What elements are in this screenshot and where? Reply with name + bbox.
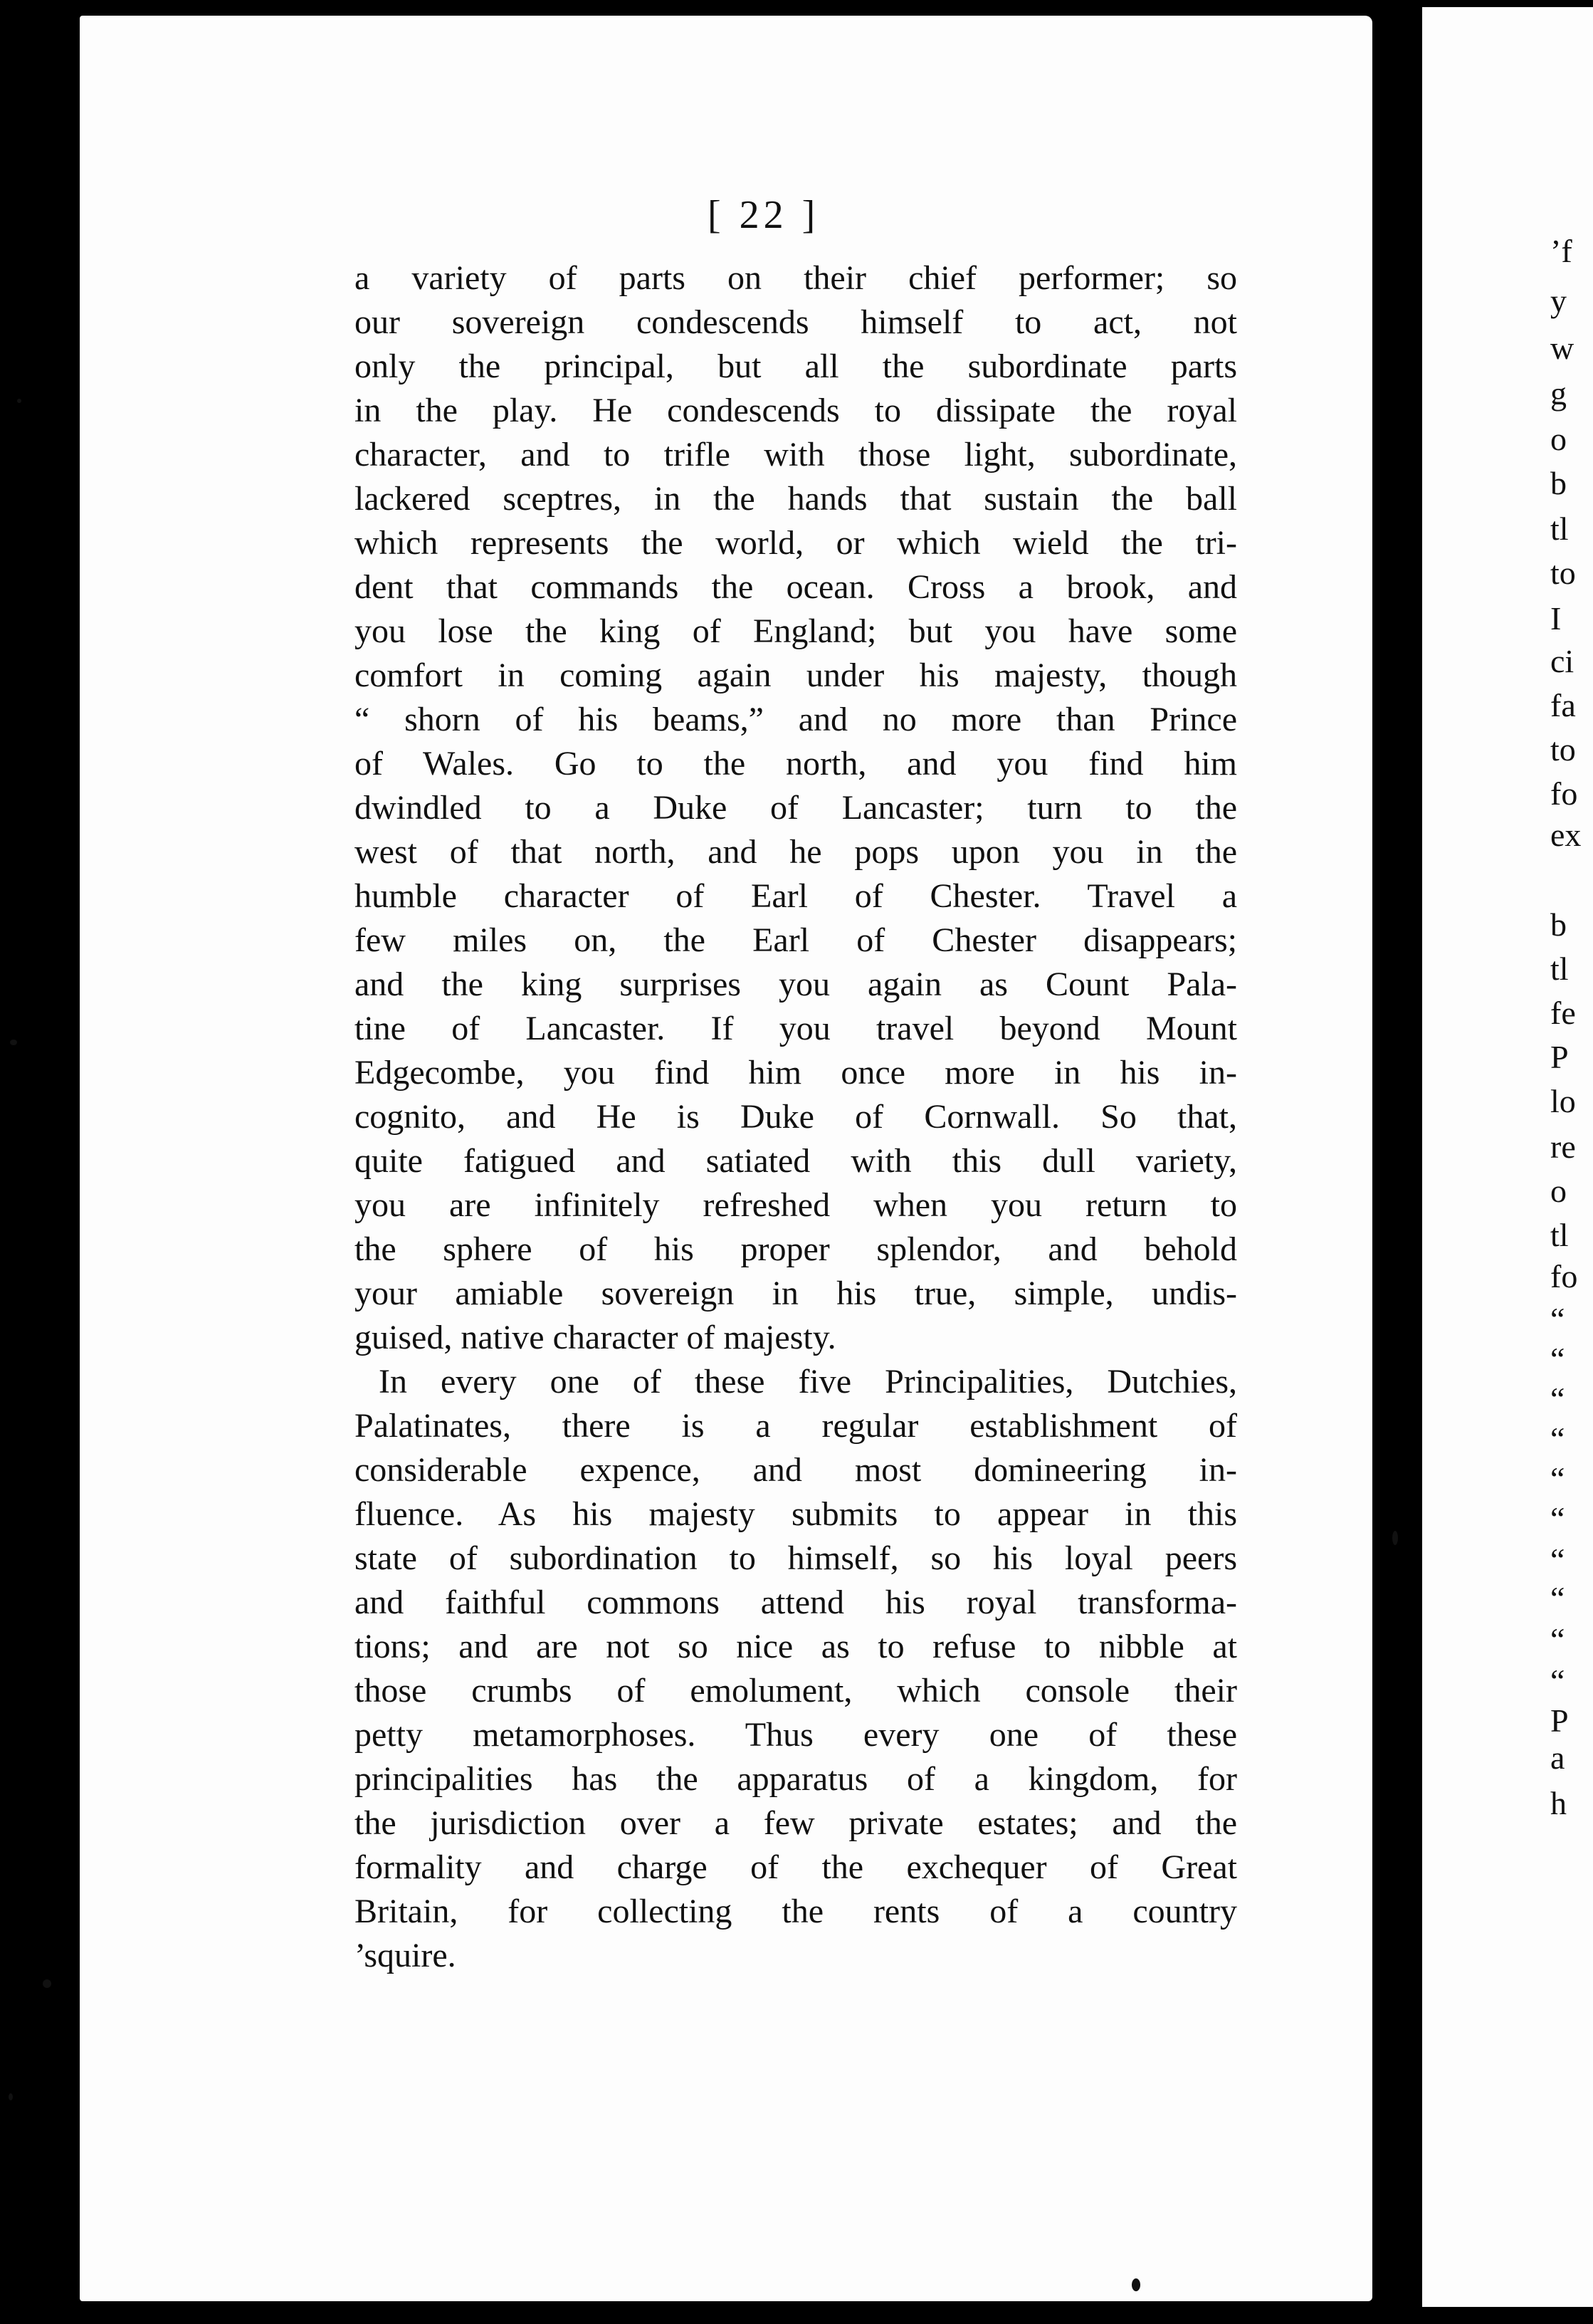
text-line: petty metamorphoses. Thus every one of these bbox=[354, 1716, 1237, 1754]
text-line: tine of Lancaster. If you travel beyond Mount bbox=[354, 1010, 1237, 1047]
text-line: west of that north, and he pops upon you in the bbox=[354, 833, 1237, 871]
edge-fragment: “ bbox=[1550, 1381, 1565, 1417]
edge-fragment: “ bbox=[1550, 1500, 1565, 1537]
text-line: of Wales. Go to the north, and you find him bbox=[354, 745, 1237, 782]
edge-fragment: b bbox=[1550, 906, 1567, 943]
text-line: comfort in coming again under his majesty, though bbox=[354, 656, 1237, 694]
text-line: fluence. As his majesty submits to appear in this bbox=[354, 1495, 1237, 1533]
edge-fragment: o bbox=[1550, 421, 1567, 457]
edge-fragment: “ bbox=[1550, 1460, 1565, 1497]
text-line: you lose the king of England; but you have some bbox=[354, 612, 1237, 650]
edge-fragment: “ bbox=[1550, 1542, 1565, 1578]
edge-fragment: tl bbox=[1550, 1217, 1569, 1253]
edge-fragment: P bbox=[1550, 1702, 1569, 1739]
text-line: and the king surprises you again as Count Pala- bbox=[354, 965, 1237, 1003]
text-line: which represents the world, or which wield the tri- bbox=[354, 524, 1237, 562]
edge-fragment: ’f bbox=[1550, 233, 1572, 269]
edge-fragment: lo bbox=[1550, 1083, 1576, 1119]
text-line: few miles on, the Earl of Chester disappears; bbox=[354, 921, 1237, 959]
text-line: the jurisdiction over a few private estates; and the bbox=[354, 1804, 1237, 1842]
paragraph bbox=[354, 256, 1237, 1360]
text-line: formality and charge of the exchequer of Great bbox=[354, 1848, 1237, 1886]
text-line: dent that commands the ocean. Cross a brook, and bbox=[354, 568, 1237, 606]
edge-fragment: to bbox=[1550, 555, 1576, 591]
text-line: cognito, and He is Duke of Cornwall. So that, bbox=[354, 1098, 1237, 1136]
text-line: “ shorn of his beams,” and no more than Prince bbox=[354, 701, 1237, 738]
text-line: your amiable sovereign in his true, simple, undis- bbox=[354, 1274, 1237, 1312]
text-line: tions; and are not so nice as to refuse to nibble at bbox=[354, 1628, 1237, 1665]
text-line: only the principal, but all the subordinate parts bbox=[354, 347, 1237, 385]
text-line: considerable expence, and most domineering in- bbox=[354, 1451, 1237, 1489]
text-line: quite fatigued and satiated with this dull variety, bbox=[354, 1142, 1237, 1180]
edge-fragment: P bbox=[1550, 1039, 1569, 1075]
edge-fragment: fo bbox=[1550, 1258, 1578, 1294]
text-line: state of subordination to himself, so his loyal peers bbox=[354, 1539, 1237, 1577]
edge-fragment: “ bbox=[1550, 1580, 1565, 1616]
page-number-header: [ 22 ] bbox=[708, 193, 820, 237]
text-line: Britain, for collecting the rents of a country bbox=[354, 1893, 1237, 1930]
paragraph bbox=[354, 1360, 1237, 1934]
edge-fragment: “ bbox=[1550, 1301, 1565, 1337]
edge-fragment: “ bbox=[1550, 1420, 1565, 1457]
edge-fragment: o bbox=[1550, 1173, 1567, 1209]
edge-fragment: g bbox=[1550, 375, 1567, 412]
text-line: Edgecombe, you find him once more in his in- bbox=[354, 1054, 1237, 1092]
edge-fragment: re bbox=[1550, 1129, 1576, 1165]
edge-fragment: h bbox=[1550, 1785, 1567, 1821]
text-line: the sphere of his proper splendor, and behold bbox=[354, 1230, 1237, 1268]
text-line: guised, native character of majesty. bbox=[354, 1319, 836, 1356]
edge-fragment: b bbox=[1550, 465, 1567, 501]
edge-fragment: fe bbox=[1550, 995, 1576, 1031]
edge-fragment: ci bbox=[1550, 643, 1574, 679]
edge-fragment: fa bbox=[1550, 687, 1576, 723]
text-line: and faithful commons attend his royal transforma- bbox=[354, 1584, 1237, 1621]
catchword: ’squire. bbox=[354, 1937, 456, 1974]
edge-fragment: w bbox=[1550, 330, 1574, 366]
text-line: in the play. He condescends to dissipate the royal bbox=[354, 392, 1237, 429]
edge-fragment: a bbox=[1550, 1739, 1565, 1776]
edge-fragment: y bbox=[1550, 283, 1567, 319]
text-line: lackered sceptres, in the hands that sustain the ball bbox=[354, 480, 1237, 518]
edge-fragment: I bbox=[1550, 600, 1562, 637]
text-line: a variety of parts on their chief performer; so bbox=[354, 259, 1237, 297]
page-body bbox=[354, 256, 1237, 1978]
edge-fragment: ex bbox=[1550, 817, 1582, 853]
text-line: our sovereign condescends himself to act, not bbox=[354, 303, 1237, 341]
text-line: you are infinitely refreshed when you return to bbox=[354, 1186, 1237, 1224]
edge-fragment: tl bbox=[1550, 951, 1569, 987]
edge-fragment: “ bbox=[1550, 1663, 1565, 1699]
text-line: humble character of Earl of Chester. Travel a bbox=[354, 877, 1237, 915]
text-line: those crumbs of emolument, which console their bbox=[354, 1672, 1237, 1710]
text-line: In every one of these five Principalities, Dutchies, bbox=[379, 1363, 1237, 1401]
edge-fragment: fo bbox=[1550, 775, 1578, 812]
edge-fragment: tl bbox=[1550, 511, 1569, 547]
text-line: principalities has the apparatus of a kingdom, for bbox=[354, 1760, 1237, 1798]
edge-fragment: to bbox=[1550, 731, 1576, 768]
text-line: character, and to trifle with those light, subordinate, bbox=[354, 436, 1237, 473]
edge-fragment: “ bbox=[1550, 1341, 1565, 1377]
text-line: dwindled to a Duke of Lancaster; turn to the bbox=[354, 789, 1237, 827]
text-line: Palatinates, there is a regular establishment of bbox=[354, 1407, 1237, 1445]
edge-fragment: “ bbox=[1550, 1621, 1565, 1658]
